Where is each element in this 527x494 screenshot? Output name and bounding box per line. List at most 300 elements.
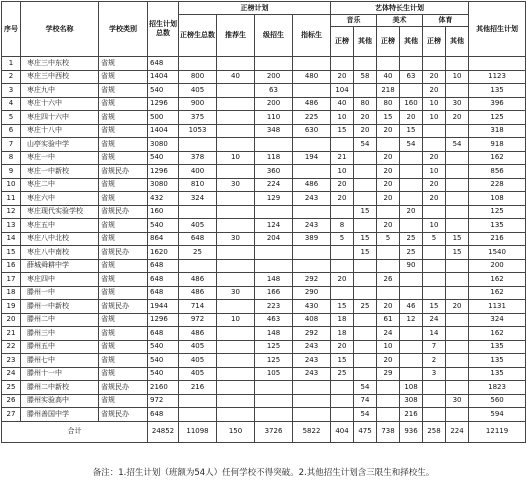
music-other-cell: 80 — [354, 97, 377, 111]
music-other-cell — [354, 57, 377, 71]
school-type-cell: 省规民办 — [99, 165, 148, 179]
music-regular-cell: 10 — [331, 165, 354, 179]
arts-other-cell: 25 — [400, 246, 423, 260]
music-other-cell — [354, 259, 377, 273]
recommended-cell — [217, 367, 255, 381]
header-art-sports: 艺体特长生计划 — [331, 2, 469, 15]
quota-cell: 430 — [293, 300, 331, 314]
sports-regular-cell — [423, 138, 446, 152]
table-row — [2, 313, 526, 327]
school-name-cell: 枣庄五中 — [21, 219, 99, 233]
school-type-cell: 省规 — [99, 313, 148, 327]
level-enroll-cell: 105 — [255, 367, 293, 381]
school-name-cell: 滕州一中新校 — [21, 300, 99, 314]
school-type-cell: 省规 — [99, 111, 148, 125]
regular-total-cell — [179, 259, 217, 273]
footnote: 备注：1.招生计划（班额为54人）任何学校不得突破。2.其他招生计划含三限生和择校生。 — [92, 468, 435, 478]
music-other-cell: 54 — [354, 138, 377, 152]
sports-regular-cell: 10 — [423, 219, 446, 233]
music-regular-cell: 5 — [331, 232, 354, 246]
seq-cell: 23 — [2, 354, 21, 368]
table-row — [2, 111, 526, 125]
school-name-cell: 枣庄十八中 — [21, 124, 99, 138]
music-other-cell — [354, 327, 377, 341]
regular-total-cell: 800 — [179, 70, 217, 84]
seq-cell: 21 — [2, 327, 21, 341]
other-plan-cell: 135 — [469, 354, 526, 368]
sports-other-cell: 15 — [446, 246, 469, 260]
arts-other-cell: 160 — [400, 97, 423, 111]
level-enroll-cell: 200 — [255, 70, 293, 84]
sports-other-cell — [446, 354, 469, 368]
quota-cell: 194 — [293, 151, 331, 165]
table-row — [2, 259, 526, 273]
seq-cell: 2 — [2, 70, 21, 84]
table-row — [2, 192, 526, 206]
enroll-plan-cell: 648 — [148, 408, 179, 422]
recommended-cell: 40 — [217, 70, 255, 84]
recommended-cell — [217, 340, 255, 354]
music-regular-cell: 18 — [331, 327, 354, 341]
school-type-cell: 省规 — [99, 232, 148, 246]
recommended-cell — [217, 354, 255, 368]
recommended-cell — [217, 300, 255, 314]
header-regular-total: 正榜生总数 — [179, 15, 217, 57]
regular-total-cell: 810 — [179, 178, 217, 192]
enroll-plan-cell: 2160 — [148, 381, 179, 395]
sports-other-cell — [446, 340, 469, 354]
arts-regular-cell: 20 — [377, 151, 400, 165]
arts-regular-cell: 20 — [377, 165, 400, 179]
total-level: 3726 — [255, 421, 293, 442]
arts-regular-cell: 5 — [377, 232, 400, 246]
seq-cell: 1 — [2, 57, 21, 71]
school-type-cell: 省规民办 — [99, 300, 148, 314]
recommended-cell: 30 — [217, 232, 255, 246]
level-enroll-cell: 200 — [255, 97, 293, 111]
quota-cell — [293, 381, 331, 395]
school-name-cell: 枣庄四中 — [21, 273, 99, 287]
other-plan-cell: 324 — [469, 313, 526, 327]
school-type-cell: 省规 — [99, 354, 148, 368]
quota-cell: 290 — [293, 286, 331, 300]
arts-regular-cell: 24 — [377, 327, 400, 341]
arts-other-cell — [400, 178, 423, 192]
recommended-cell — [217, 111, 255, 125]
sports-other-cell — [446, 57, 469, 71]
seq-cell: 20 — [2, 313, 21, 327]
total-sports-other: 224 — [446, 421, 469, 442]
music-regular-cell: 10 — [331, 111, 354, 125]
school-name-cell: 枣庄十六中 — [21, 97, 99, 111]
enroll-plan-cell: 540 — [148, 151, 179, 165]
quota-cell: 408 — [293, 313, 331, 327]
school-name-cell: 滕州一中 — [21, 286, 99, 300]
sports-regular-cell: 20 — [423, 151, 446, 165]
total-enroll: 24852 — [148, 421, 179, 442]
school-type-cell: 省规 — [99, 138, 148, 152]
music-other-cell: 20 — [354, 124, 377, 138]
enroll-plan-cell: 1404 — [148, 124, 179, 138]
enroll-plan-cell: 540 — [148, 367, 179, 381]
sports-regular-cell: 20 — [423, 70, 446, 84]
table-row — [2, 367, 526, 381]
arts-other-cell: 20 — [400, 205, 423, 219]
music-regular-cell — [331, 381, 354, 395]
school-name-cell: 滕州七中 — [21, 354, 99, 368]
regular-total-cell: 405 — [179, 354, 217, 368]
sports-other-cell — [446, 381, 469, 395]
seq-cell: 6 — [2, 124, 21, 138]
regular-total-cell: 400 — [179, 165, 217, 179]
quota-cell: 486 — [293, 97, 331, 111]
sports-regular-cell — [423, 381, 446, 395]
regular-total-cell: 25 — [179, 246, 217, 260]
recommended-cell — [217, 408, 255, 422]
sports-regular-cell: 10 — [423, 97, 446, 111]
sports-other-cell: 30 — [446, 97, 469, 111]
regular-total-cell: 1053 — [179, 124, 217, 138]
music-other-cell: 25 — [354, 300, 377, 314]
arts-other-cell: 90 — [400, 259, 423, 273]
quota-cell: 630 — [293, 124, 331, 138]
seq-cell: 14 — [2, 232, 21, 246]
level-enroll-cell: 463 — [255, 313, 293, 327]
seq-cell: 3 — [2, 84, 21, 98]
table-footer — [2, 421, 526, 442]
regular-total-cell: 405 — [179, 340, 217, 354]
quota-cell — [293, 205, 331, 219]
seq-cell: 16 — [2, 259, 21, 273]
music-other-cell: 58 — [354, 70, 377, 84]
other-plan-cell: 135 — [469, 219, 526, 233]
level-enroll-cell: 124 — [255, 219, 293, 233]
arts-regular-cell: 61 — [377, 313, 400, 327]
recommended-cell: 10 — [217, 313, 255, 327]
music-regular-cell — [331, 408, 354, 422]
school-name-cell: 滕州五中 — [21, 340, 99, 354]
other-plan-cell: 918 — [469, 138, 526, 152]
school-name-cell: 枣庄三中西校 — [21, 70, 99, 84]
seq-cell: 27 — [2, 408, 21, 422]
school-type-cell: 省规 — [99, 367, 148, 381]
sports-other-cell: 20 — [446, 111, 469, 125]
table-row — [2, 205, 526, 219]
sports-other-cell — [446, 178, 469, 192]
quota-cell — [293, 165, 331, 179]
music-regular-cell: 40 — [331, 97, 354, 111]
arts-regular-cell — [377, 381, 400, 395]
arts-other-cell: 216 — [400, 408, 423, 422]
recommended-cell — [217, 57, 255, 71]
table-row — [2, 300, 526, 314]
sports-regular-cell: 2 — [423, 354, 446, 368]
arts-regular-cell: 218 — [377, 84, 400, 98]
school-name-cell: 枣庄三中东校 — [21, 57, 99, 71]
regular-total-cell: 375 — [179, 111, 217, 125]
music-regular-cell — [331, 259, 354, 273]
arts-regular-cell: 20 — [377, 219, 400, 233]
sports-other-cell — [446, 192, 469, 206]
sports-regular-cell — [423, 205, 446, 219]
arts-regular-cell — [377, 246, 400, 260]
other-plan-cell: 396 — [469, 97, 526, 111]
header-level-enroll: 级招生 — [255, 15, 293, 57]
total-music-other: 475 — [354, 421, 377, 442]
enroll-plan-cell: 648 — [148, 259, 179, 273]
level-enroll-cell: 129 — [255, 192, 293, 206]
header-sports: 体育 — [423, 15, 469, 27]
level-enroll-cell — [255, 138, 293, 152]
music-other-cell: 54 — [354, 408, 377, 422]
arts-other-cell — [400, 219, 423, 233]
arts-regular-cell — [377, 205, 400, 219]
music-other-cell — [354, 219, 377, 233]
table-row — [2, 57, 526, 71]
total-other-plan: 12119 — [469, 421, 526, 442]
school-type-cell: 省规 — [99, 259, 148, 273]
level-enroll-cell: 148 — [255, 327, 293, 341]
seq-cell: 7 — [2, 138, 21, 152]
enroll-plan-cell: 1296 — [148, 165, 179, 179]
arts-other-cell — [400, 57, 423, 71]
other-plan-cell: 1131 — [469, 300, 526, 314]
enroll-plan-cell: 648 — [148, 273, 179, 287]
music-other-cell — [354, 354, 377, 368]
arts-regular-cell — [377, 259, 400, 273]
arts-regular-cell: 10 — [377, 340, 400, 354]
music-other-cell — [354, 178, 377, 192]
enroll-plan-cell: 540 — [148, 354, 179, 368]
seq-cell: 15 — [2, 246, 21, 260]
header-music-other: 其他 — [354, 27, 377, 57]
arts-regular-cell — [377, 138, 400, 152]
music-regular-cell — [331, 286, 354, 300]
sports-regular-cell: 24 — [423, 313, 446, 327]
school-name-cell: 滕州实验高中 — [21, 394, 99, 408]
level-enroll-cell: 63 — [255, 84, 293, 98]
sports-regular-cell: 20 — [423, 178, 446, 192]
music-other-cell — [354, 273, 377, 287]
quota-cell: 486 — [293, 178, 331, 192]
sports-regular-cell — [423, 273, 446, 287]
sports-other-cell — [446, 367, 469, 381]
level-enroll-cell: 148 — [255, 273, 293, 287]
school-type-cell: 省规 — [99, 70, 148, 84]
sports-regular-cell — [423, 259, 446, 273]
arts-other-cell — [400, 84, 423, 98]
seq-cell: 26 — [2, 394, 21, 408]
sports-other-cell — [446, 327, 469, 341]
school-name-cell: 枣庄二中 — [21, 178, 99, 192]
music-regular-cell: 18 — [331, 313, 354, 327]
other-plan-cell: 228 — [469, 178, 526, 192]
table-row — [2, 327, 526, 341]
seq-cell: 22 — [2, 340, 21, 354]
school-type-cell: 省规 — [99, 178, 148, 192]
level-enroll-cell: 125 — [255, 340, 293, 354]
total-regular: 11098 — [179, 421, 217, 442]
regular-total-cell: 378 — [179, 151, 217, 165]
quota-cell — [293, 84, 331, 98]
recommended-cell: 30 — [217, 286, 255, 300]
quota-cell: 243 — [293, 367, 331, 381]
school-type-cell: 省规民办 — [99, 205, 148, 219]
music-other-cell: 15 — [354, 205, 377, 219]
arts-other-cell: 308 — [400, 394, 423, 408]
seq-cell: 25 — [2, 381, 21, 395]
table-row — [2, 273, 526, 287]
enroll-plan-cell: 1944 — [148, 300, 179, 314]
arts-regular-cell: 20 — [377, 192, 400, 206]
enrollment-plan-table — [1, 1, 526, 443]
arts-regular-cell — [377, 408, 400, 422]
arts-regular-cell: 15 — [377, 111, 400, 125]
music-regular-cell — [331, 205, 354, 219]
other-plan-cell: 318 — [469, 124, 526, 138]
total-recommended: 150 — [217, 421, 255, 442]
sports-regular-cell: 5 — [423, 232, 446, 246]
header-school-type: 学校类别 — [99, 2, 148, 57]
arts-regular-cell: 80 — [377, 97, 400, 111]
table-row — [2, 354, 526, 368]
regular-total-cell: 900 — [179, 97, 217, 111]
quota-cell: 243 — [293, 340, 331, 354]
recommended-cell — [217, 273, 255, 287]
sports-regular-cell: 10 — [423, 111, 446, 125]
quota-cell — [293, 57, 331, 71]
recommended-cell — [217, 394, 255, 408]
school-name-cell: 滕州十一中 — [21, 367, 99, 381]
other-plan-cell: 162 — [469, 327, 526, 341]
arts-other-cell — [400, 327, 423, 341]
regular-total-cell: 405 — [179, 84, 217, 98]
seq-cell: 24 — [2, 367, 21, 381]
seq-cell: 19 — [2, 300, 21, 314]
quota-cell: 292 — [293, 327, 331, 341]
total-sports-regular: 258 — [423, 421, 446, 442]
sports-other-cell: 10 — [446, 70, 469, 84]
school-type-cell: 省规 — [99, 394, 148, 408]
quota-cell: 243 — [293, 354, 331, 368]
seq-cell: 5 — [2, 111, 21, 125]
music-regular-cell: 104 — [331, 84, 354, 98]
music-regular-cell: 15 — [331, 124, 354, 138]
regular-total-cell: 486 — [179, 327, 217, 341]
table-header — [2, 2, 526, 57]
enroll-plan-cell: 3080 — [148, 178, 179, 192]
regular-total-cell: 405 — [179, 219, 217, 233]
sports-other-cell: 54 — [446, 138, 469, 152]
enroll-plan-cell: 648 — [148, 57, 179, 71]
enroll-plan-cell: 500 — [148, 111, 179, 125]
sports-regular-cell — [423, 408, 446, 422]
table-row — [2, 286, 526, 300]
school-type-cell: 省规 — [99, 286, 148, 300]
sports-other-cell — [446, 286, 469, 300]
arts-regular-cell — [377, 394, 400, 408]
seq-cell: 11 — [2, 192, 21, 206]
school-name-cell: 滕州二中 — [21, 313, 99, 327]
table-body — [2, 57, 526, 422]
music-regular-cell: 20 — [331, 273, 354, 287]
arts-other-cell — [400, 151, 423, 165]
school-type-cell: 省规 — [99, 219, 148, 233]
sports-other-cell — [446, 151, 469, 165]
music-regular-cell — [331, 394, 354, 408]
music-regular-cell: 15 — [331, 300, 354, 314]
school-type-cell: 省规 — [99, 84, 148, 98]
school-name-cell: 枣庄一中新校 — [21, 165, 99, 179]
music-other-cell — [354, 192, 377, 206]
arts-regular-cell: 20 — [377, 124, 400, 138]
quota-cell — [293, 138, 331, 152]
enroll-plan-cell: 1296 — [148, 313, 179, 327]
school-type-cell: 省规 — [99, 124, 148, 138]
sports-regular-cell: 20 — [423, 192, 446, 206]
music-regular-cell: 15 — [331, 354, 354, 368]
sports-regular-cell: 15 — [423, 300, 446, 314]
total-row — [2, 421, 526, 442]
recommended-cell — [217, 138, 255, 152]
recommended-cell — [217, 205, 255, 219]
level-enroll-cell: 166 — [255, 286, 293, 300]
music-other-cell — [354, 165, 377, 179]
school-name-cell: 枣庄六中 — [21, 192, 99, 206]
header-recommended: 推荐生 — [217, 15, 255, 57]
music-other-cell: 15 — [354, 246, 377, 260]
table-row — [2, 408, 526, 422]
header-regular-plan: 正榜计划 — [179, 2, 331, 15]
recommended-cell — [217, 124, 255, 138]
arts-regular-cell: 40 — [377, 70, 400, 84]
header-school-name: 学校名称 — [21, 2, 99, 57]
regular-total-cell — [179, 57, 217, 71]
enroll-plan-cell: 864 — [148, 232, 179, 246]
regular-total-cell: 714 — [179, 300, 217, 314]
music-other-cell: 54 — [354, 381, 377, 395]
seq-cell: 10 — [2, 178, 21, 192]
other-plan-cell: 108 — [469, 192, 526, 206]
arts-other-cell: 46 — [400, 300, 423, 314]
music-other-cell: 20 — [354, 111, 377, 125]
enroll-plan-cell: 648 — [148, 286, 179, 300]
music-other-cell: 15 — [354, 232, 377, 246]
other-plan-cell: 1540 — [469, 246, 526, 260]
regular-total-cell: 972 — [179, 313, 217, 327]
seq-cell: 18 — [2, 286, 21, 300]
table-row — [2, 178, 526, 192]
school-name-cell: 枣庄八中南校 — [21, 246, 99, 260]
arts-other-cell — [400, 367, 423, 381]
sports-regular-cell: 10 — [423, 165, 446, 179]
header-other-plan: 其他招生计划 — [469, 2, 526, 57]
level-enroll-cell — [255, 246, 293, 260]
other-plan-cell: 125 — [469, 205, 526, 219]
school-name-cell: 枣庄一中 — [21, 151, 99, 165]
other-plan-cell: 200 — [469, 259, 526, 273]
sports-other-cell: 30 — [446, 394, 469, 408]
school-type-cell: 省规 — [99, 340, 148, 354]
enroll-plan-cell: 1296 — [148, 97, 179, 111]
other-plan-cell: 162 — [469, 286, 526, 300]
arts-other-cell: 108 — [400, 381, 423, 395]
table-row — [2, 165, 526, 179]
quota-cell — [293, 408, 331, 422]
level-enroll-cell: 223 — [255, 300, 293, 314]
music-other-cell — [354, 340, 377, 354]
arts-other-cell: 20 — [400, 111, 423, 125]
